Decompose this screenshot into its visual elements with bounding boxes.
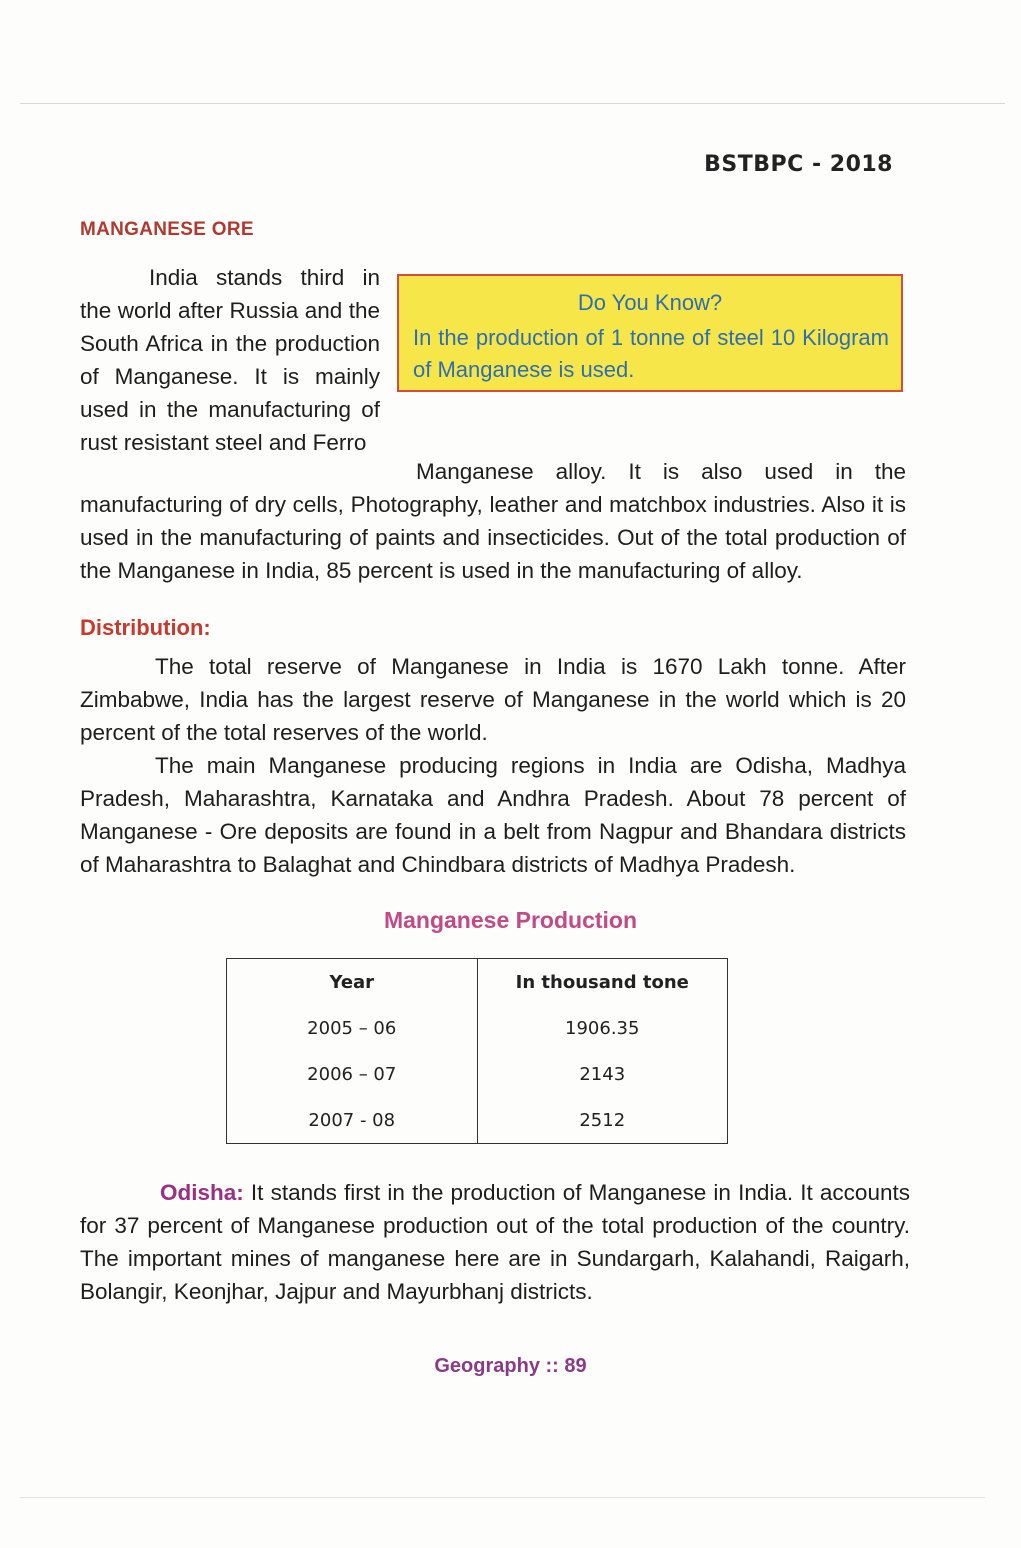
table-header-row [227, 959, 728, 1006]
distribution-para-1: The total reserve of Manganese in India is 1670 Lakh tonne. After Zimbabwe, India has the largest reserve of Manganese in the world which is 20 percent of the total reserves of the world. [80, 654, 906, 745]
odisha-section [80, 1176, 910, 1308]
distribution-heading: Distribution: [80, 615, 211, 640]
header-year: Year [227, 959, 478, 1006]
header-quantity: In thousand tone [477, 959, 728, 1006]
table-row [227, 1005, 728, 1051]
infobox-title: Do You Know? [577, 290, 723, 315]
table-row [227, 1051, 728, 1097]
continued-paragraph [80, 455, 906, 587]
cell-value: 1906.35 [477, 1005, 728, 1051]
production-table [226, 958, 728, 1144]
odisha-label: Odisha: [160, 1180, 244, 1205]
cell-year: 2007 - 08 [227, 1097, 478, 1144]
intro-text: India stands third in the world after Russia and the South Africa in the production of Manganese. It is mainly used in the manufacturing of rust resistant steel and Ferro [80, 265, 380, 455]
continued-text: Manganese alloy. It is also used in the manufacturing of dry cells, Photography, leather and matchbox industries. Also it is used in the manufacturing of paints and insecticides. Out of the total production of the Manganese in India, 85 percent is used in the manufacturing of alloy. [80, 459, 906, 583]
top-divider [20, 103, 1005, 104]
intro-paragraph [80, 261, 380, 459]
cell-year: 2006 – 07 [227, 1051, 478, 1097]
odisha-text: It stands first in the production of Manganese in India. It accounts for 37 percent of Manganese production out of the total production of the country. The important mines of manganese here are in Sundargarh, Kalahandi, Raigarh, Bolangir, Keonjhar, Jajpur and Mayurbhanj districts. [80, 1180, 910, 1304]
page-footer: Geography :: 89 [434, 1355, 587, 1377]
distribution-section [80, 650, 906, 881]
cell-year: 2005 – 06 [227, 1005, 478, 1051]
infobox-text: In the production of 1 tonne of steel 10 Kilogram of Manganese is used. [413, 325, 889, 382]
do-you-know-box [397, 274, 903, 392]
cell-value: 2143 [477, 1051, 728, 1097]
cell-value: 2512 [477, 1097, 728, 1144]
distribution-para-2: The main Manganese producing regions in India are Odisha, Madhya Pradesh, Maharashtra, Karnataka and Andhra Pradesh. About 78 percent of Manganese - Ore deposits are found in a belt from Nagpur and Bhandara districts of Maharashtra to Balaghat and Chindbara districts of Madhya Pradesh. [80, 753, 906, 877]
section-heading: MANGANESE ORE [80, 219, 254, 240]
table-title: Manganese Production [383, 907, 638, 933]
table-row [227, 1097, 728, 1144]
header-code: BSTBPC - 2018 [704, 152, 893, 177]
odisha-paragraph [80, 1176, 910, 1308]
bottom-divider [20, 1497, 985, 1498]
